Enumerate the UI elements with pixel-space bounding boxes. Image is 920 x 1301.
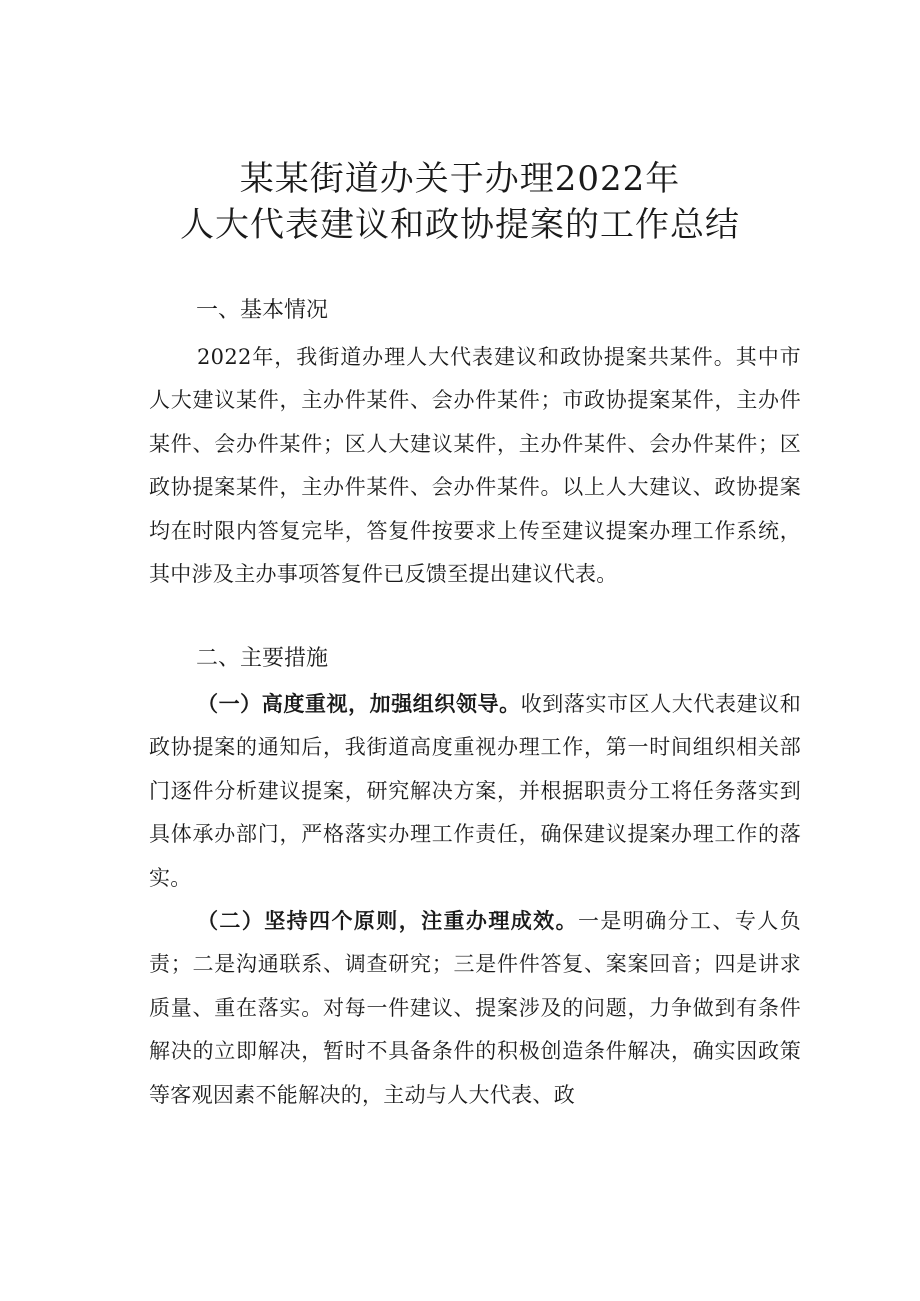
measure-2-body: 一是明确分工、专人负责；二是沟通联系、调查研究；三是件件答复、案案回音；四是讲求质量、重在落实。对每一件建议、提案涉及的问题，力争做到有条件解决的立即解决，暂时不具备条件的积极创造条件解决，确实因政策等客观因素不能解决的，主动与人大代表、政 <box>149 909 801 1107</box>
measure-1-body: 收到落实市区人大代表建议和政协提案的通知后，我街道高度重视办理工作，第一时间组织相关部门逐件分析建议提案，研究解决方案，并根据职责分工将任务落实到具体承办部门，严格落实办理工作责任，确保建议提案办理工作的落实。 <box>149 692 801 890</box>
measure-1-lead: （一）高度重视，加强组织领导。 <box>197 692 521 716</box>
measure-2-lead: （二）坚持四个原则，注重办理成效。 <box>197 909 578 933</box>
paragraph-text: 2022年，我街道办理人大代表建议和政协提案共某件。其中市人大建议某件，主办件某件、会办件某件；市政协提案某件，主办件某件、会办件某件；区人大建议某件，主办件某件、会办件某件；区政协提案某件，主办件某件、会办件某件。以上人大建议、政协提案均在时限内答复完毕，答复件按要求上传至建议提案办理工作系统，其中涉及主办事项答复件已反馈至提出建议代表。 <box>149 345 801 587</box>
section-heading-basic-situation: 一、基本情况 <box>196 298 329 323</box>
section-heading-main-measures: 二、主要措施 <box>196 646 329 671</box>
document-title-line-2: 人大代表建议和政协提案的工作总结 <box>180 205 740 245</box>
paragraph-measure-1 <box>149 683 801 900</box>
paragraph-basic-situation <box>149 336 801 596</box>
document-title-line-1: 某某街道办关于办理2022年 <box>239 159 681 199</box>
paragraph-measure-2 <box>149 900 801 1117</box>
